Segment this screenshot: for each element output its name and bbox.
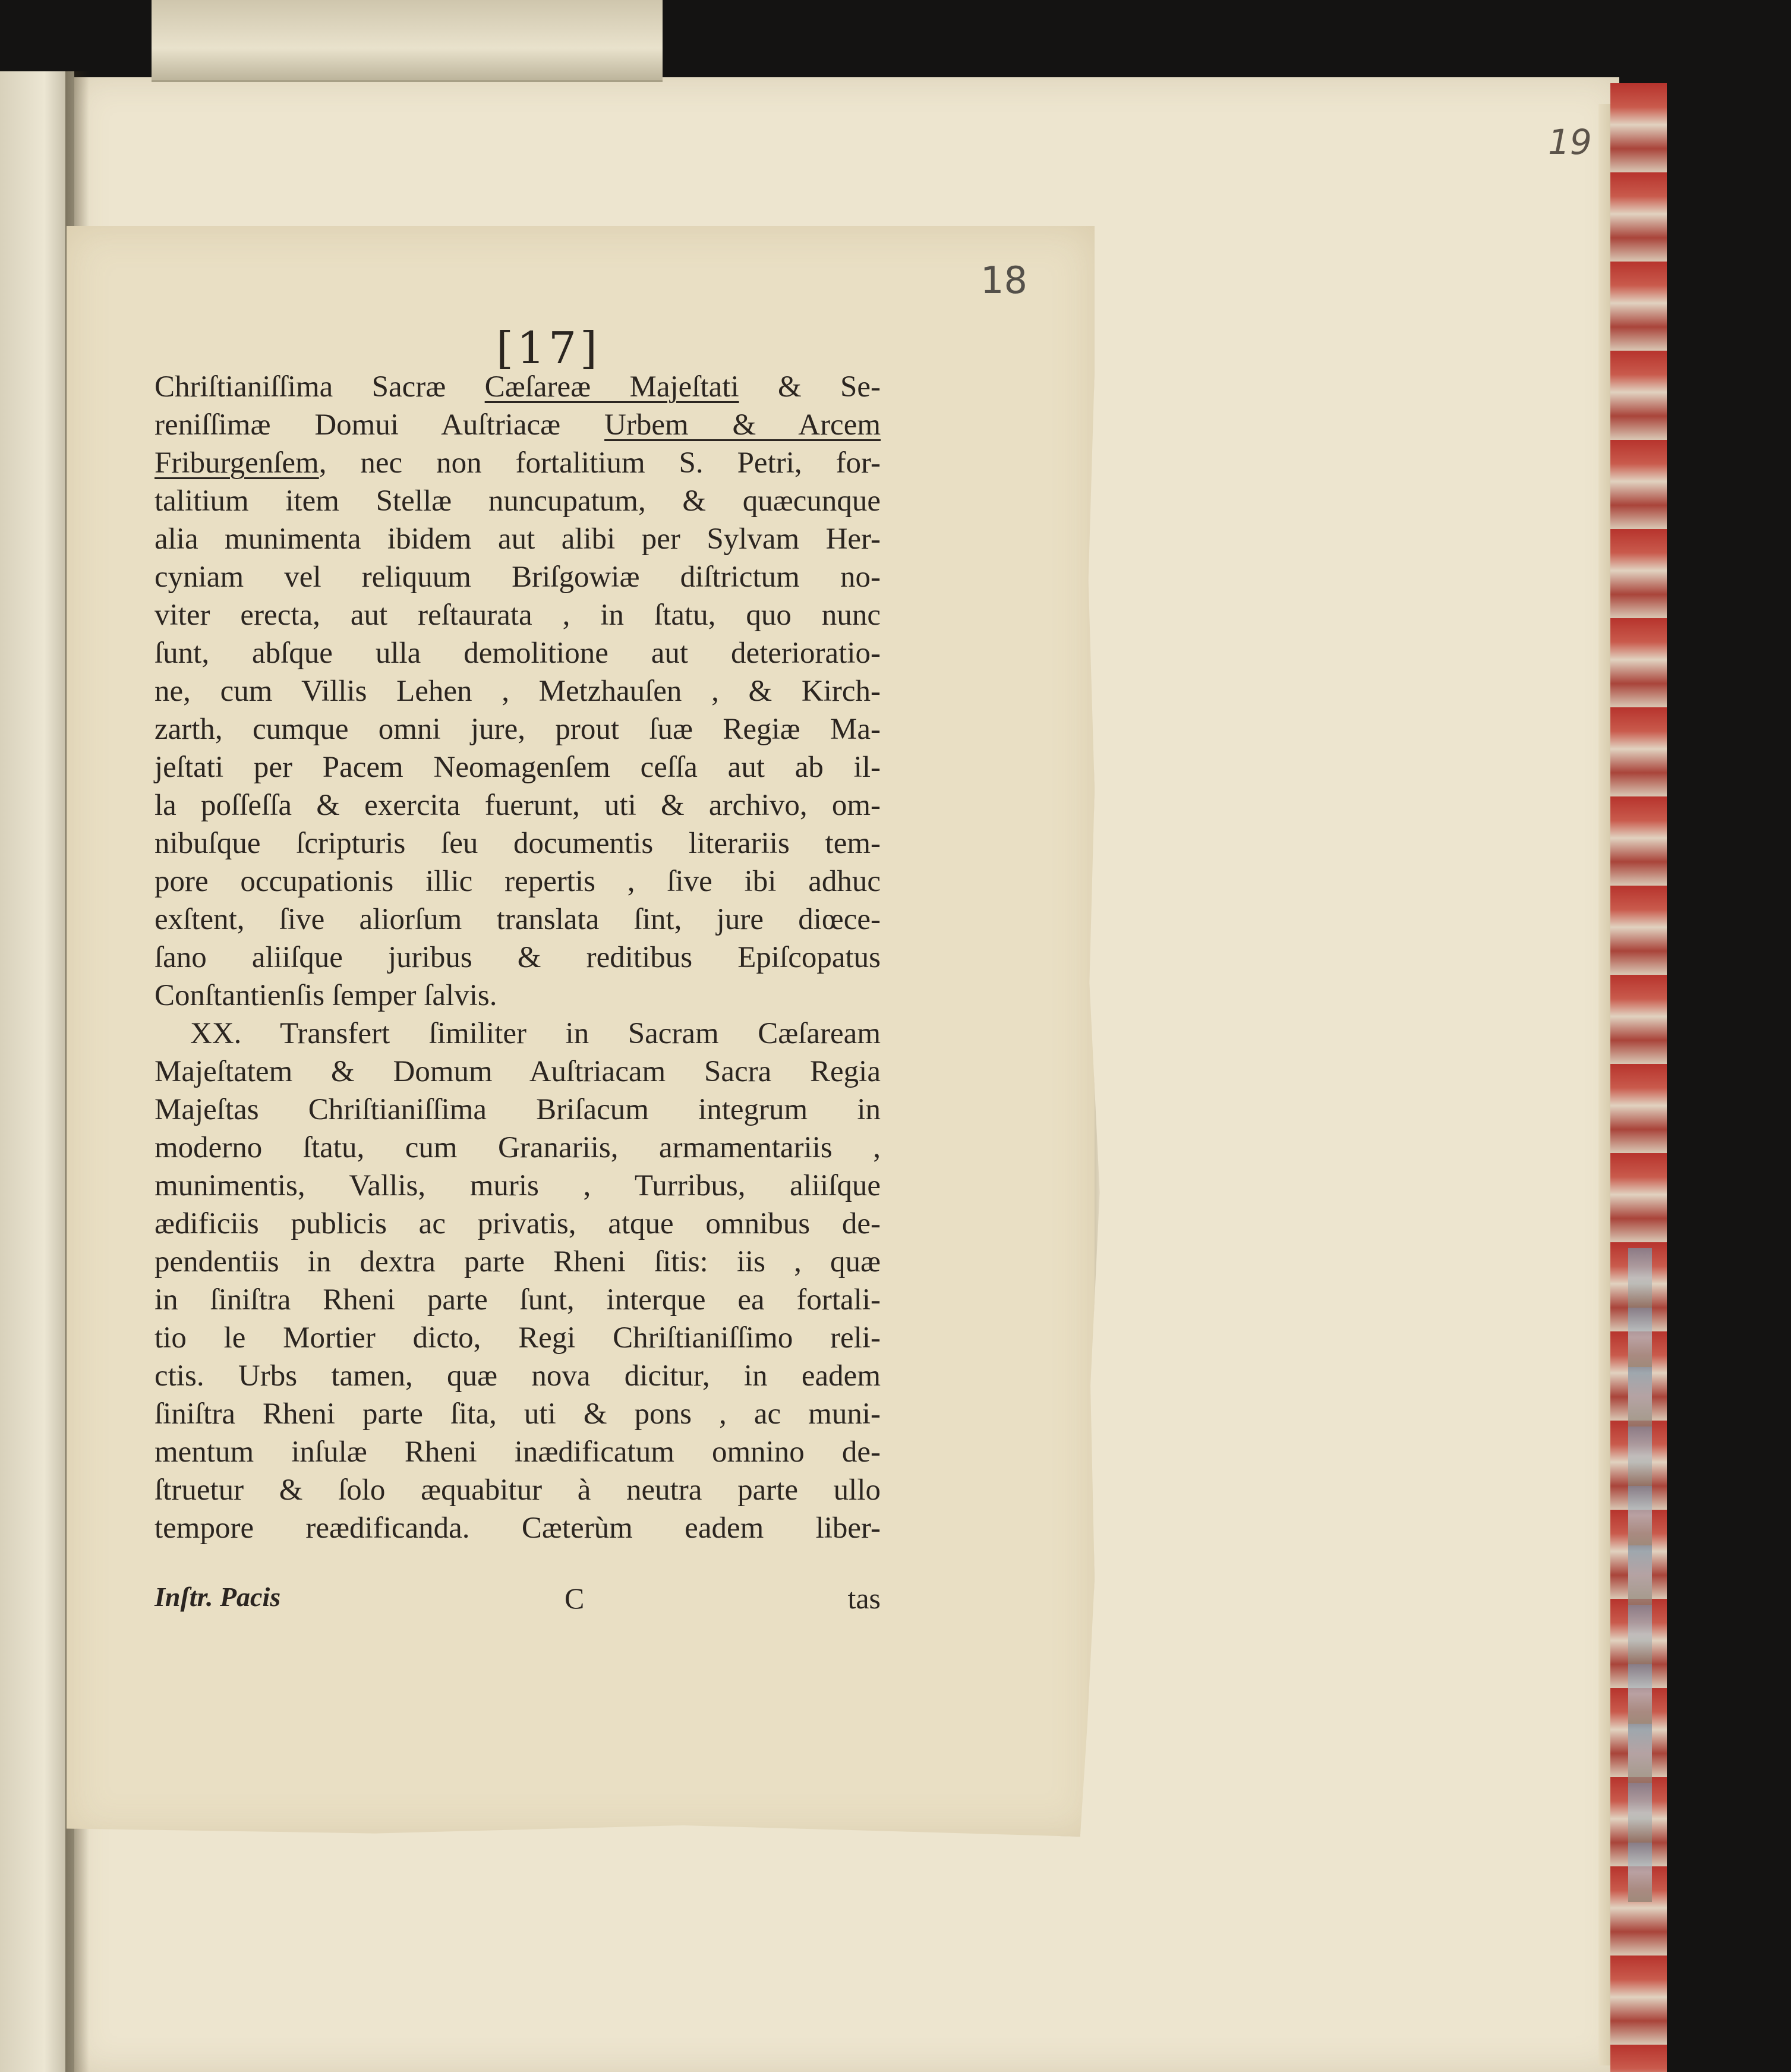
text-line <box>154 1015 881 1053</box>
text-line <box>154 559 881 597</box>
text-line <box>154 1434 881 1472</box>
text-line <box>154 787 881 825</box>
page-number: [17] <box>496 323 601 374</box>
text-line <box>154 1358 881 1396</box>
text-line <box>154 635 881 673</box>
page-footer <box>154 1581 881 1619</box>
text-segment: alia munimenta ibidem aut alibi per Sylvam Her- <box>154 522 881 556</box>
text-segment: tio le Mortier dicto, Regi Chriſtianiſſimo reli- <box>154 1321 881 1355</box>
catchword: tas <box>847 1582 881 1615</box>
text-line <box>154 1053 881 1091</box>
underlined-text: Friburgenſem <box>154 446 319 480</box>
underlined-text: Cæſareæ Majeſtati <box>484 370 739 404</box>
text-segment: exſtent, ſive aliorſum translata ſint, jure diœce- <box>154 903 881 936</box>
text-segment: Conſtantienſis ſemper ſalvis. <box>154 979 497 1012</box>
text-segment: moderno ſtatu, cum Granariis, armamentariis , <box>154 1131 881 1164</box>
text-segment: Majeſtas Chriſtianiſſima Briſacum integrum in <box>154 1093 881 1126</box>
underlined-text: Urbem & Arcem <box>604 408 881 442</box>
text-segment: Majeſtatem & Domum Auſtriacam Sacra Regia <box>154 1055 881 1088</box>
text-line <box>154 901 881 939</box>
text-segment: tempore reædificanda. Cæterùm eadem liber- <box>154 1512 881 1545</box>
left-page-edge <box>0 71 74 2072</box>
text-line <box>154 1472 881 1510</box>
text-line <box>154 711 881 749</box>
text-segment: ædificiis publicis ac privatis, atque omnibus de- <box>154 1207 881 1240</box>
text-line <box>154 483 881 521</box>
text-segment: ſano aliiſque juribus & reditibus Epiſcopatus <box>154 941 881 974</box>
text-segment: reniſſimæ Domui Auſtriacæ <box>154 408 605 442</box>
signature-mark: Inſtr. Pacis <box>154 1582 281 1612</box>
text-segment: ne, cum Villis Lehen , Metzhauſen , & Kirch- <box>154 675 881 708</box>
text-line <box>154 369 881 407</box>
text-line <box>154 1091 881 1129</box>
text-line <box>154 445 881 483</box>
text-segment: pendentiis in dextra parte Rheni ſitis: iis , quæ <box>154 1245 881 1279</box>
text-segment: la poſſeſſa & exercita fuerunt, uti & archivo, om- <box>154 789 881 822</box>
text-line <box>154 1396 881 1434</box>
text-line <box>154 1510 881 1548</box>
text-line <box>154 1167 881 1205</box>
text-line <box>154 673 881 711</box>
text-segment: zarth, cumque omni jure, prout ſuæ Regiæ Ma- <box>154 713 881 746</box>
text-segment: jeſtati per Pacem Neomagenſem ceſſa aut ab il- <box>154 751 881 784</box>
text-line <box>154 1320 881 1358</box>
text-segment: nibuſque ſcripturis ſeu documentis literariis tem- <box>154 827 881 860</box>
text-line <box>154 863 881 901</box>
text-line <box>154 939 881 977</box>
text-segment: in ſiniſtra Rheni parte ſunt, interque ea fortali- <box>154 1283 881 1317</box>
text-line <box>154 977 881 1015</box>
folio-number-top: 19 <box>1548 122 1592 162</box>
text-segment: & Se- <box>739 370 881 404</box>
text-line <box>154 521 881 559</box>
text-segment: XX. Transfert ſimiliter in Sacram Cæſaream <box>190 1017 881 1050</box>
marbled-edge-blue <box>1628 1248 1652 1902</box>
text-line <box>154 407 881 445</box>
text-segment: mentum inſulæ Rheni inædificatum omnino de- <box>154 1435 881 1469</box>
text-line <box>154 749 881 787</box>
text-segment: ſunt, abſque ulla demolitione aut deterioratio- <box>154 637 881 670</box>
text-segment: talitium item Stellæ nuncupatum, & quæcunque <box>154 484 881 518</box>
text-line <box>154 597 881 635</box>
text-line <box>154 1243 881 1281</box>
paper-tab <box>152 0 663 82</box>
text-segment: ctis. Urbs tamen, quæ nova dicitur, in eadem <box>154 1359 881 1393</box>
text-segment: ſiniſtra Rheni parte ſita, uti & pons , ac muni- <box>154 1397 881 1431</box>
body-text <box>154 369 881 1548</box>
text-segment: ſtruetur & ſolo æquabitur à neutra parte ullo <box>154 1473 881 1507</box>
signature-letter: C <box>565 1582 585 1615</box>
text-segment: , nec non fortalitium S. Petri, for- <box>319 446 881 480</box>
text-line <box>154 825 881 863</box>
folio-number-inner: 18 <box>980 259 1027 302</box>
text-segment: pore occupationis illic repertis , ſive ibi adhuc <box>154 865 881 898</box>
text-line <box>154 1129 881 1167</box>
text-segment: Chriſtianiſſima Sacræ <box>154 370 485 404</box>
text-segment: munimentis, Vallis, muris , Turribus, aliiſque <box>154 1169 881 1202</box>
text-line <box>154 1205 881 1243</box>
text-line <box>154 1281 881 1320</box>
text-segment: cyniam vel reliquum Briſgowiæ diſtrictum no- <box>154 560 881 594</box>
text-segment: viter erecta, aut reſtaurata , in ſtatu, quo nunc <box>154 599 881 632</box>
